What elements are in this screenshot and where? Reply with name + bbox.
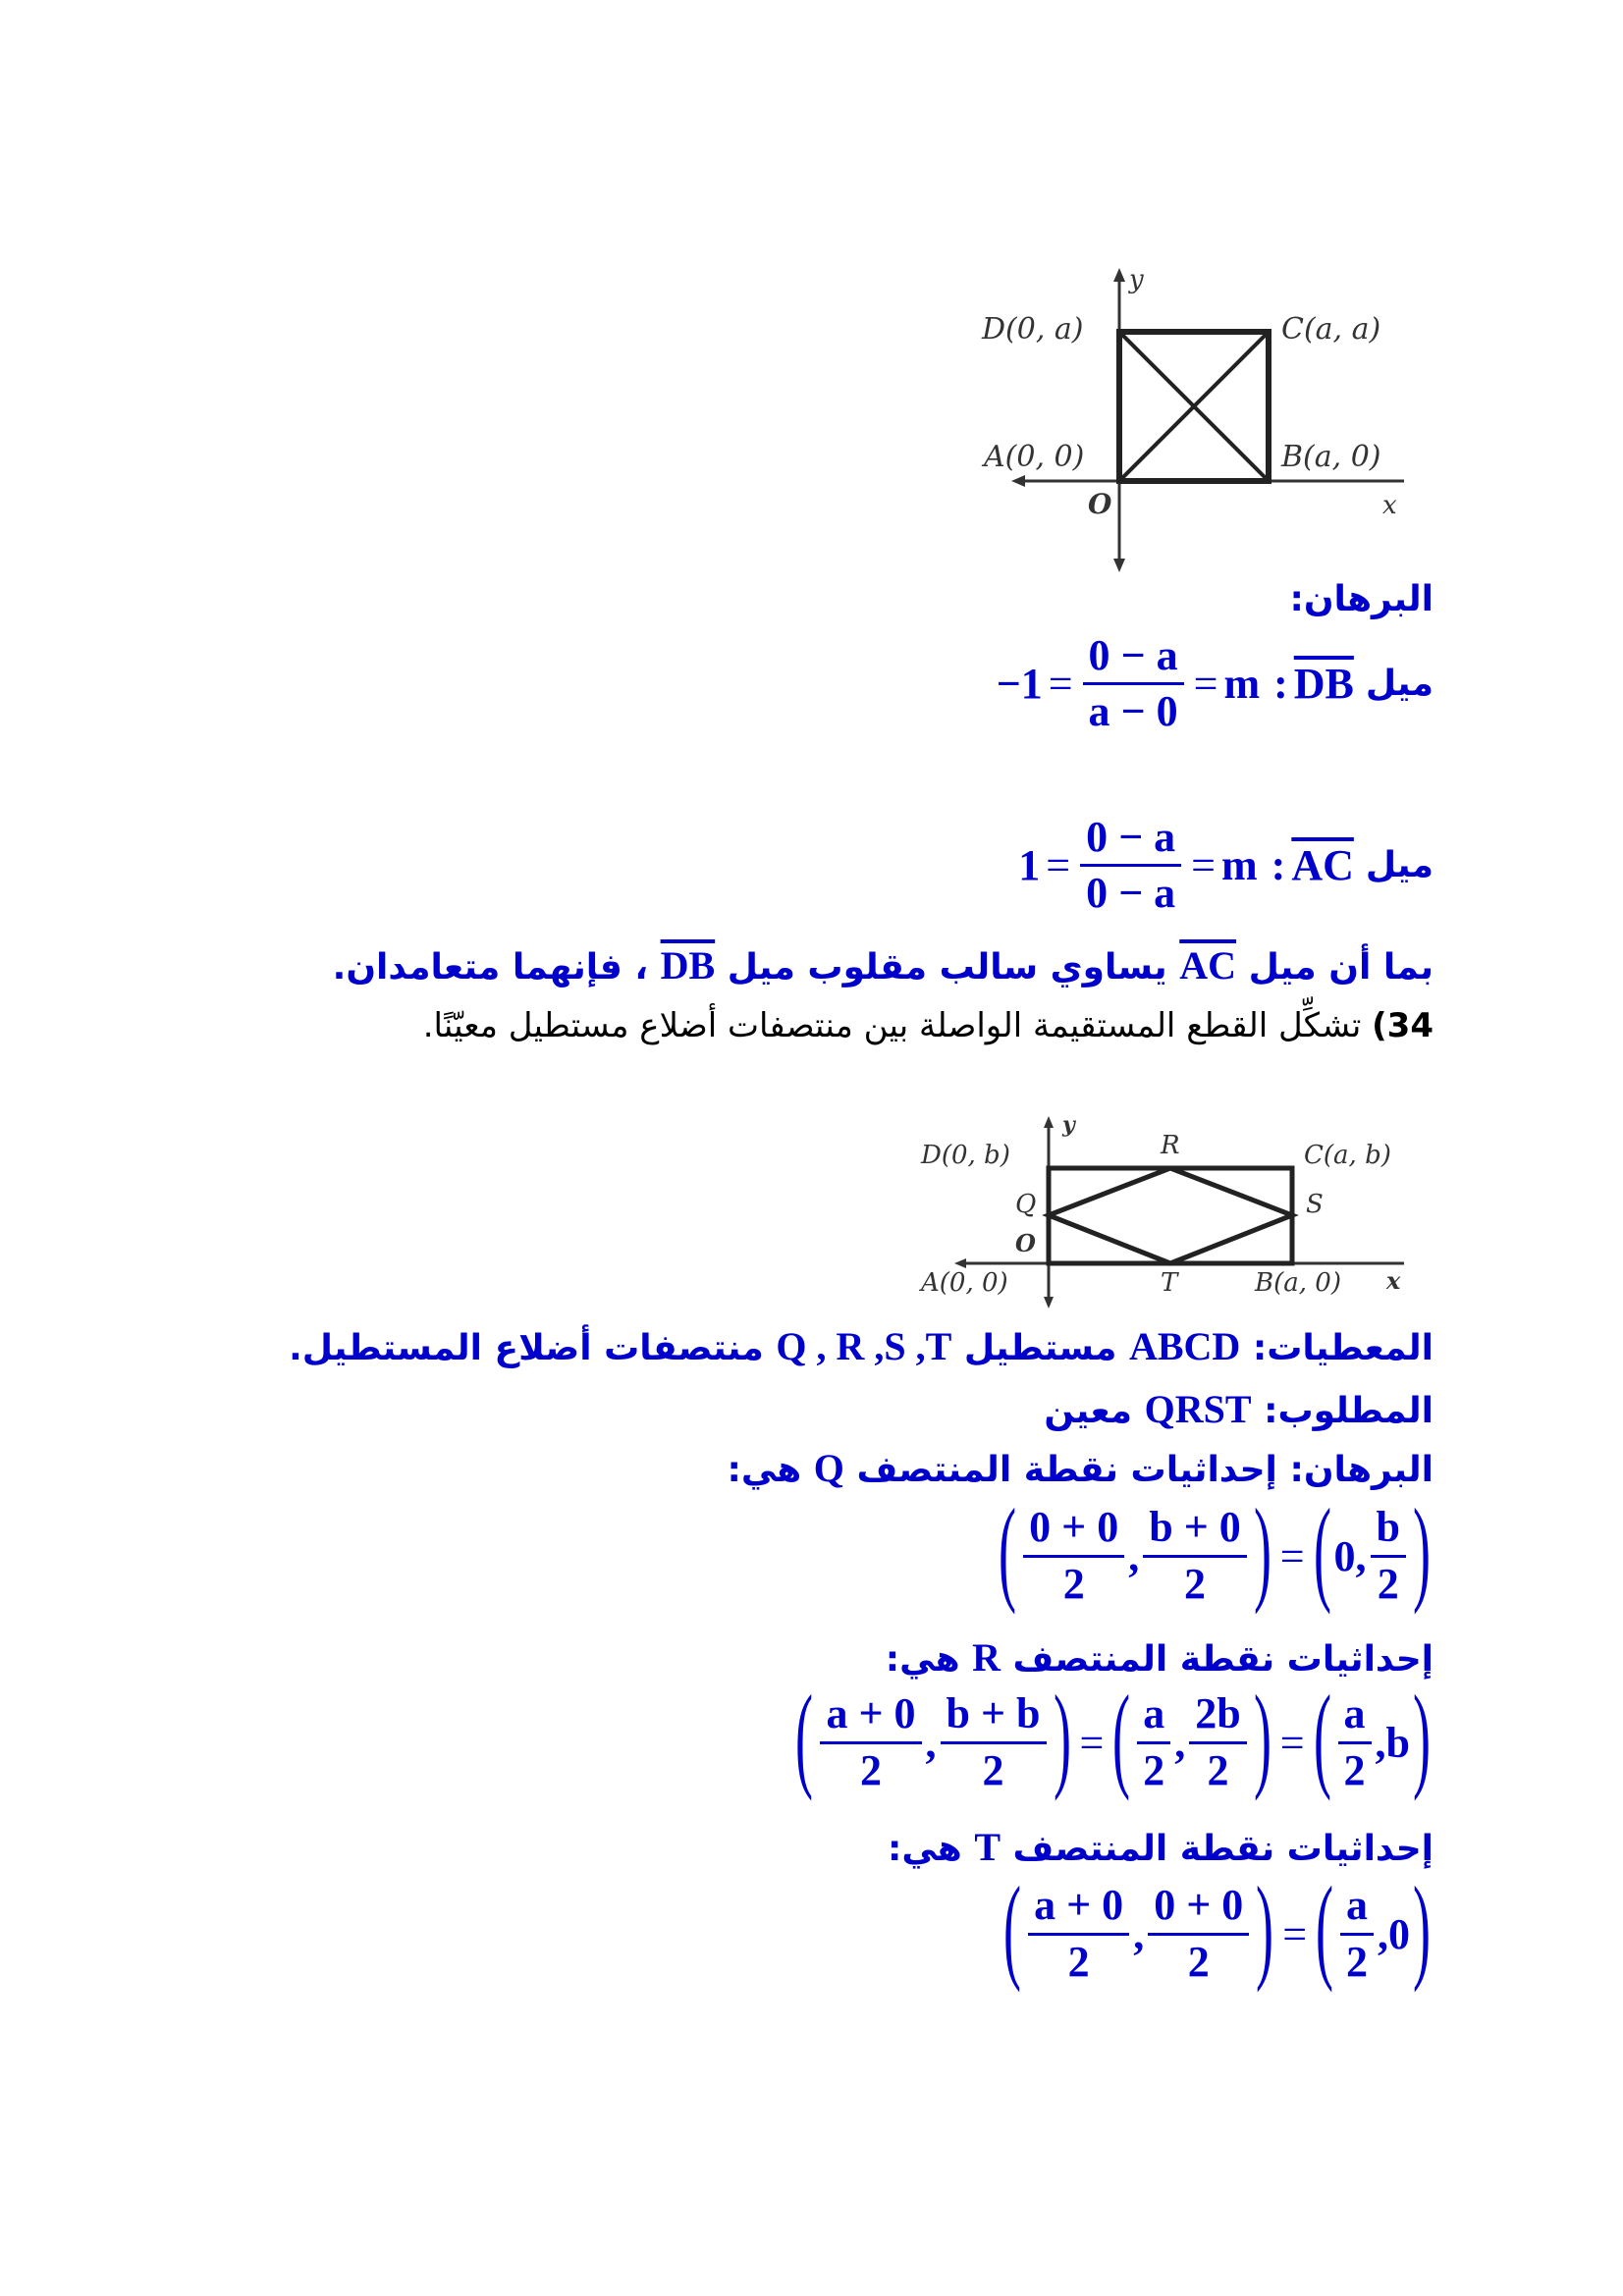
label-a: A(0, 0) — [921, 1268, 1008, 1298]
rhombus-qrst — [1049, 1168, 1292, 1263]
required-line: المطلوب: QRST معين — [1044, 1387, 1434, 1431]
slope-ac-fraction: $\frac{0 - a}{0 - a}$ — [1080, 815, 1181, 916]
given-line: المعطيات: ABCD مستطيل Q , R ,S ,T منتصفات أضلاع المستطيل. — [289, 1324, 1434, 1368]
rectangle-abcd — [1049, 1168, 1292, 1263]
square-diagonals-figure — [972, 260, 1424, 574]
label-c: C(a, a) — [1281, 312, 1381, 347]
q-midpoint-formula: ( $\frac{0 + 0}{2}$ , $\frac{b + 0}{2}$ ) = ( 0, $\frac{b}{2}$ ) — [999, 1484, 1432, 1615]
r-midpoint-formula: ( $\frac{a + 0}{2}$ , $\frac{b + b}{2}$ ) = ( $\frac{a}{2}$ , $\frac{2b}{2}$ ) = ( $\frac{a}{2}$ ,b ) — [795, 1671, 1432, 1801]
label-y: y — [1062, 1114, 1075, 1138]
slope-db-line: −1 = $\frac{0 - a}{a - 0}$ = m : $\overline{DB}$ ميل — [996, 631, 1434, 736]
rectangle-rhombus-figure — [903, 1114, 1434, 1310]
t-midpoint-formula: ( $\frac{a + 0}{2}$ , $\frac{0 + 0}{2}$ ) = ( $\frac{a}{2}$ ,0 ) — [1003, 1862, 1432, 1993]
r-midpoint-heading: إحداثيات نقطة المنتصف R هي: — [885, 1635, 1434, 1680]
t-midpoint-heading: إحداثيات نقطة المنتصف T هي: — [887, 1825, 1434, 1869]
slope-db-result: −1 — [996, 660, 1043, 709]
label-b: B(a, 0) — [1281, 440, 1381, 474]
q-midpoint-heading: البرهان: إحداثيات نقطة المنتصف Q هي: — [727, 1446, 1434, 1490]
slope-ac-line: 1 = $\frac{0 - a}{0 - a}$ = m : $\overline{AC}$ ميل — [1018, 813, 1434, 918]
label-t: T — [1161, 1268, 1178, 1298]
label-b: B(a, 0) — [1255, 1268, 1341, 1298]
segment-db: $\overline{DB}$ — [1293, 660, 1354, 709]
label-y: y — [1129, 265, 1144, 294]
proof1-heading: البرهان: — [1289, 579, 1434, 619]
label-a: A(0, 0) — [984, 440, 1085, 474]
label-d: D(0, b) — [921, 1141, 1010, 1170]
label-q: Q — [1015, 1190, 1037, 1219]
label-x: x — [1386, 1266, 1401, 1295]
label-c: C(a, b) — [1304, 1141, 1391, 1170]
label-s: S — [1306, 1190, 1324, 1219]
slope-ac-result: 1 — [1018, 841, 1041, 890]
label-d: D(0, a) — [982, 312, 1084, 347]
problem-number: 34) — [1372, 1006, 1434, 1045]
label-o: O — [1088, 488, 1112, 520]
problem-text: تشكِّل القطع المستقيمة الواصلة بين منتصفات أضلاع مستطيل معيّنًا. — [422, 1006, 1362, 1045]
label-x: x — [1382, 491, 1397, 520]
problem-34 — [423, 1006, 1434, 1045]
segment-ac: $\overline{AC}$ — [1291, 841, 1354, 890]
label-r: R — [1161, 1131, 1180, 1160]
label-o: O — [1015, 1229, 1036, 1257]
slope-db-fraction: $\frac{0 - a}{a - 0}$ — [1083, 633, 1184, 734]
perpendicular-conclusion: بما أن ميل $\overline{AC}$ يساوي سالب مقلوب ميل $\overline{DB}$ ، فإنهما متعامدان. — [332, 943, 1434, 988]
